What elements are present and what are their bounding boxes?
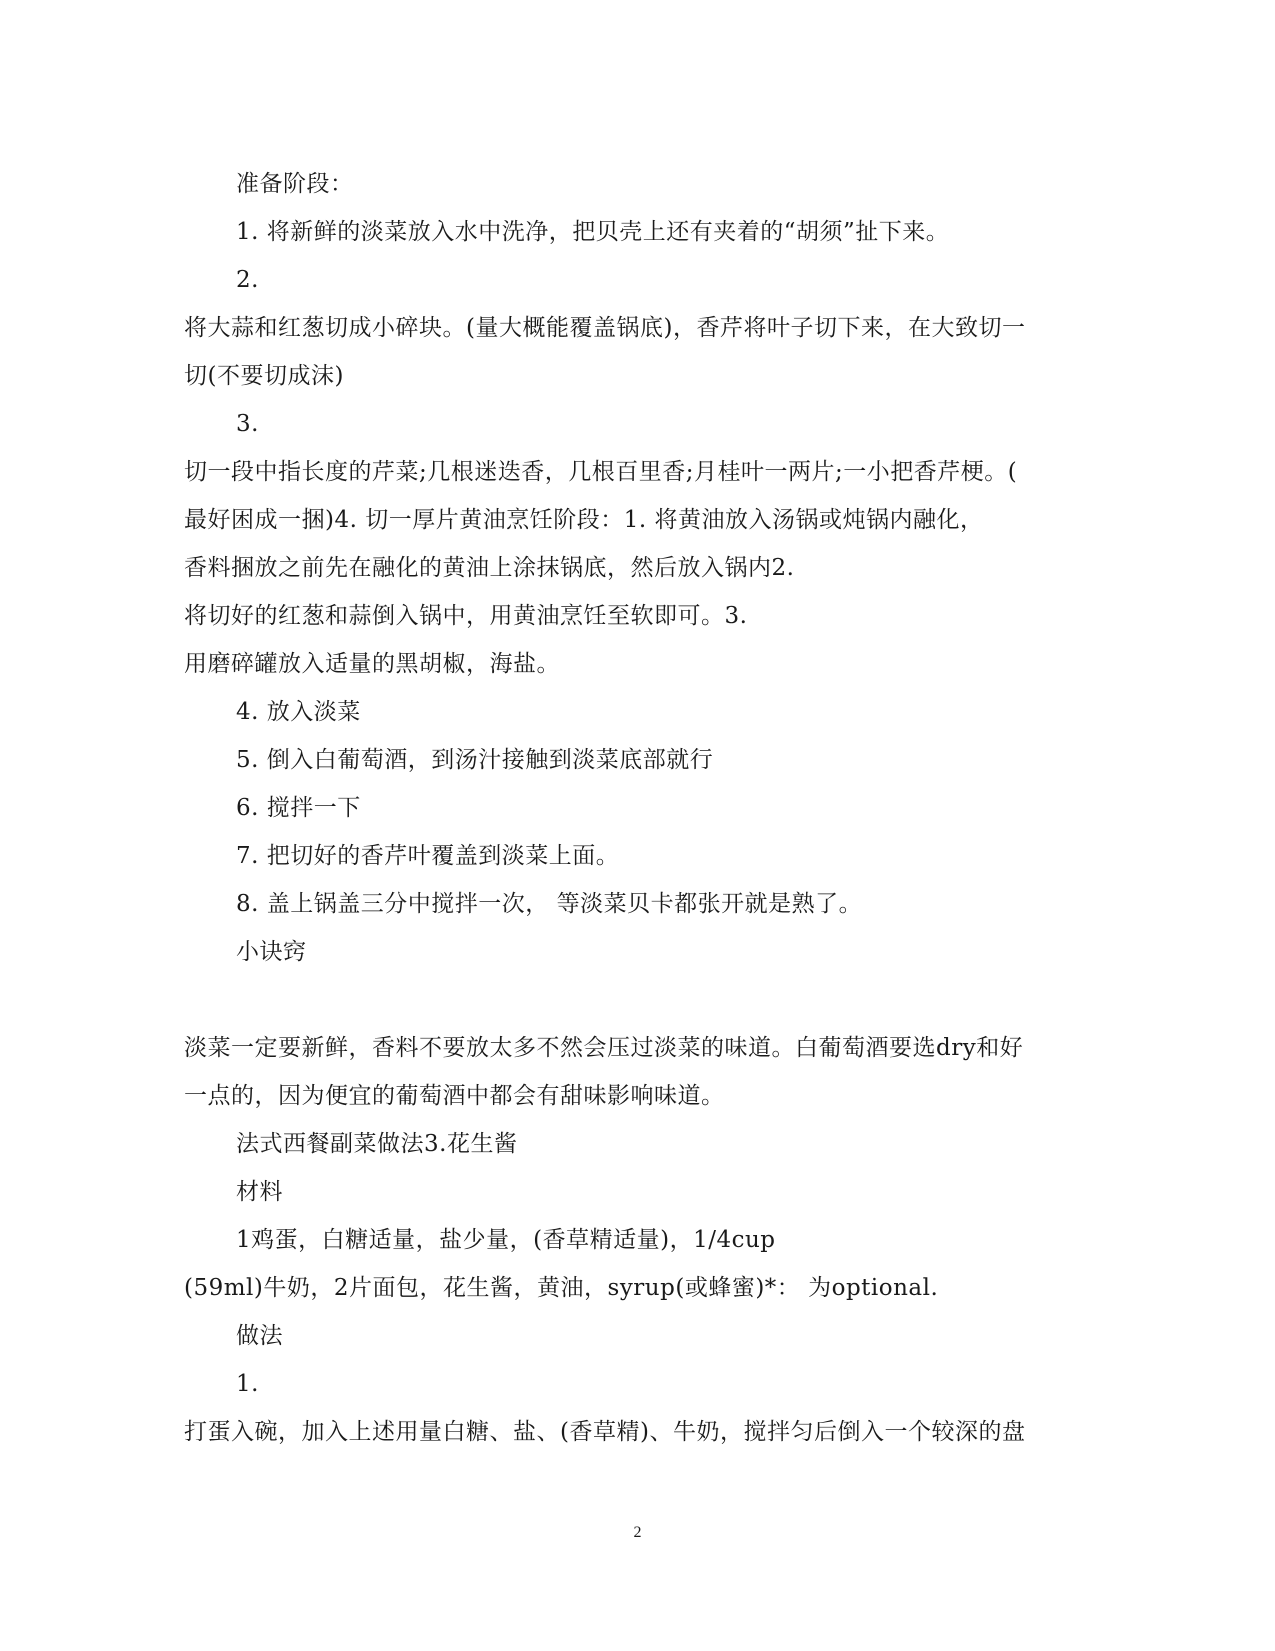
section-heading-preparation: 准备阶段： xyxy=(236,171,354,197)
step-number: 1. xyxy=(236,1371,259,1397)
step-number: 3. xyxy=(236,411,259,437)
paragraph-line: 香料捆放之前先在融化的黄油上涂抹锅底，然后放入锅内2. xyxy=(184,555,795,581)
step-line: 5. 倒入白葡萄酒，到汤汁接触到淡菜底部就行 xyxy=(236,747,714,773)
paragraph-line: 用磨碎罐放入适量的黑胡椒，海盐。 xyxy=(184,651,560,677)
step-line: 1. 将新鲜的淡菜放入水中洗净，把贝壳上还有夹着的“胡须”扯下来。 xyxy=(236,219,950,245)
document-body xyxy=(184,160,1084,1456)
paragraph-line: 打蛋入碗，加入上述用量白糖、盐、(香草精)、牛奶，搅拌匀后倒入一个较深的盘 xyxy=(184,1419,1026,1445)
ingredients-line: 1鸡蛋，白糖适量，盐少量，(香草精适量)，1/4cup xyxy=(236,1227,776,1253)
step-line: 7. 把切好的香芹叶覆盖到淡菜上面。 xyxy=(236,843,620,869)
ingredients-line: (59ml)牛奶，2片面包，花生酱，黄油，syrup(或蜂蜜)*： 为optional. xyxy=(184,1275,939,1301)
step-line: 6. 搅拌一下 xyxy=(236,795,361,821)
paragraph-line: 最好困成一捆)4. 切一厚片黄油烹饪阶段：1. 将黄油放入汤锅或炖锅内融化， xyxy=(184,507,984,533)
recipe-title: 法式西餐副菜做法3.花生酱 xyxy=(236,1131,518,1157)
blank-line xyxy=(184,976,1084,1024)
section-heading-method: 做法 xyxy=(236,1323,283,1349)
paragraph-line: 淡菜一定要新鲜，香料不要放太多不然会压过淡菜的味道。白葡萄酒要选dry和好 xyxy=(184,1035,1024,1061)
paragraph-line: 切(不要切成沫) xyxy=(184,363,344,389)
step-line: 4. 放入淡菜 xyxy=(236,699,361,725)
step-number: 2. xyxy=(236,267,259,293)
page-number: 2 xyxy=(633,1524,642,1541)
section-heading-tips: 小诀窍 xyxy=(236,939,307,965)
paragraph-line: 将切好的红葱和蒜倒入锅中，用黄油烹饪至软即可。3. xyxy=(184,603,748,629)
step-line: 8. 盖上锅盖三分中搅拌一次， 等淡菜贝卡都张开就是熟了。 xyxy=(236,891,863,917)
section-heading-ingredients: 材料 xyxy=(236,1179,283,1205)
paragraph-line: 一点的，因为便宜的葡萄酒中都会有甜味影响味道。 xyxy=(184,1083,725,1109)
paragraph-line: 切一段中指长度的芹菜;几根迷迭香，几根百里香;月桂叶一两片;一小把香芹梗。( xyxy=(184,459,1018,485)
paragraph-line: 将大蒜和红葱切成小碎块。(量大概能覆盖锅底)，香芹将叶子切下来，在大致切一 xyxy=(184,315,1026,341)
